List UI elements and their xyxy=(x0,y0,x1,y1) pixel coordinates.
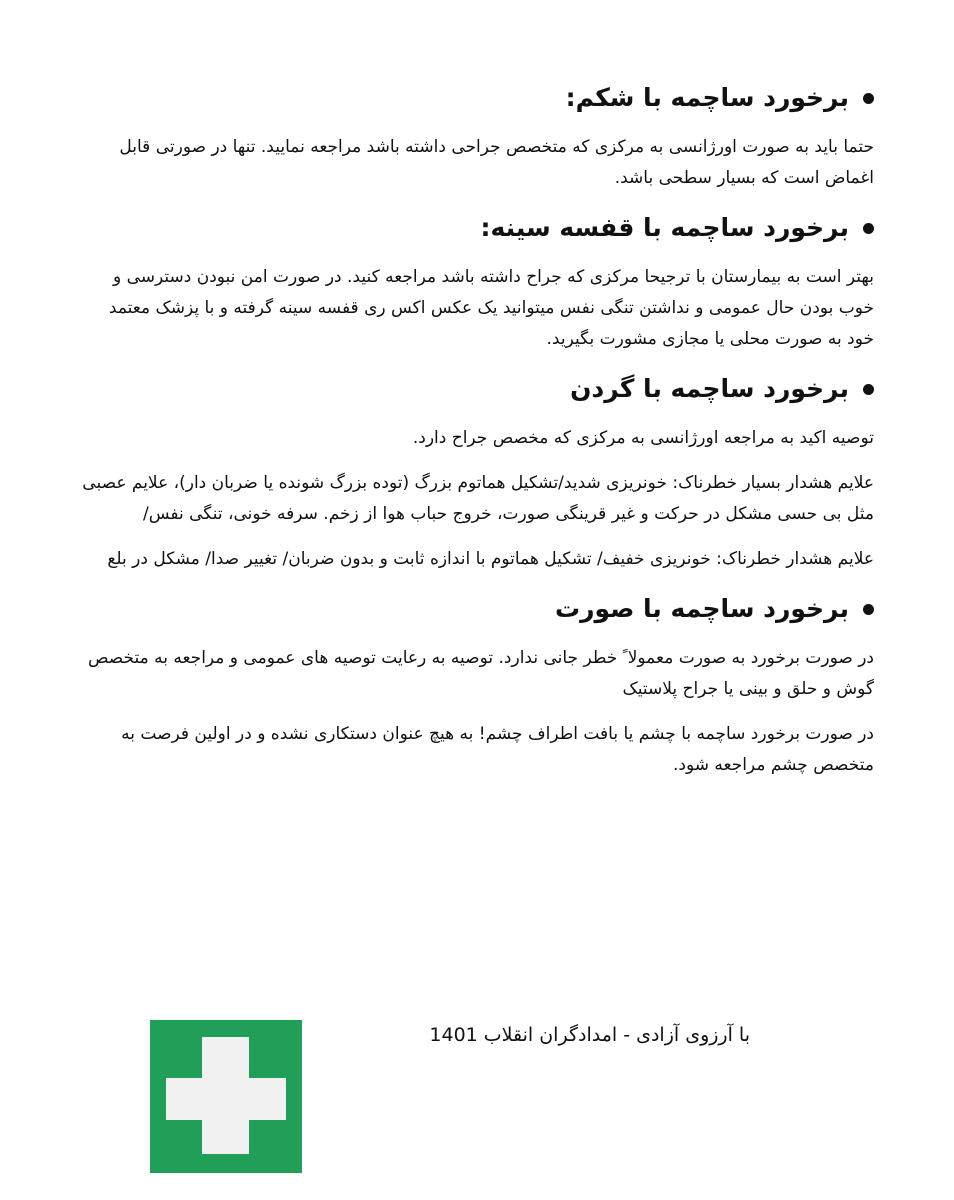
section-paragraph: حتما باید به صورت اورژانسی به مرکزی که متخصص جراحی داشته باشد مراجعه نمایید. تنها در صورتی قابل اغماض است که بسیار سطحی باشد. xyxy=(119,137,874,188)
footer-signature: با آرزوی آزادی - امدادگران انقلاب 1401 xyxy=(429,1024,750,1046)
section-heading-text: برخورد ساچمه با گردن xyxy=(570,374,849,403)
section-chest xyxy=(78,208,874,355)
document-content xyxy=(78,78,874,795)
section-paragraph: بهتر است به بیمارستان با ترجیحا مرکزی که جراح داشته باشد مراجعه کنید. در صورت امن نبودن دسترسی و خوب بودن حال عمومی و نداشتن تنگی نفس میتوانید یک عکس اکس ری قفسه سینه گرفته و با پزشک معتمد خود به صورت محلی یا مجازی مشورت بگیرید. xyxy=(108,267,874,349)
bullet-icon xyxy=(863,93,874,104)
section-neck xyxy=(78,369,874,575)
cross-horizontal-bar xyxy=(166,1078,286,1120)
bullet-icon xyxy=(863,223,874,234)
bullet-icon xyxy=(863,384,874,395)
section-heading-text: برخورد ساچمه با شکم: xyxy=(565,83,849,112)
section-heading xyxy=(78,208,874,248)
section-paragraph: علایم هشدار بسیار خطرناک: خونریزی شدید/تشکیل هماتوم بزرگ (توده بزرگ شونده یا ضربان دار)، علایم عصبی مثل بی حسی مشکل در حرکت و غیر قرینگی صورت، خروج حباب هوا از زخم. سرفه خونی، تنگی نفس/ xyxy=(82,473,874,524)
section-heading-text: برخورد ساچمه با قفسه سینه: xyxy=(480,213,849,242)
bullet-icon xyxy=(863,604,874,615)
section-paragraph: در صورت برخورد به صورت معمولا ً خطر جانی ندارد. توصیه به رعایت توصیه های عمومی و مراجعه به متخصص گوش و حلق و بینی یا جراح پلاستیک xyxy=(87,648,874,699)
section-heading-text: برخورد ساچمه با صورت xyxy=(555,594,849,623)
section-face xyxy=(78,589,874,781)
section-paragraph: توصیه اکید به مراجعه اورژانسی به مرکزی که مخصص جراح دارد. xyxy=(412,428,874,448)
section-heading xyxy=(78,589,874,629)
section-heading xyxy=(78,78,874,118)
first-aid-cross-icon xyxy=(150,1020,302,1173)
section-paragraph: در صورت برخورد ساچمه با چشم یا بافت اطراف چشم! به هیچ عنوان دستکاری نشده و در اولین فرصت به متخصص چشم مراجعه شود. xyxy=(121,724,874,775)
section-paragraph: علایم هشدار خطرناک: خونریزی خفیف/ تشکیل هماتوم با اندازه ثابت و بدون ضربان/ تغییر صدا/ مشکل در بلع xyxy=(107,549,874,569)
section-heading xyxy=(78,369,874,409)
section-abdomen xyxy=(78,78,874,194)
